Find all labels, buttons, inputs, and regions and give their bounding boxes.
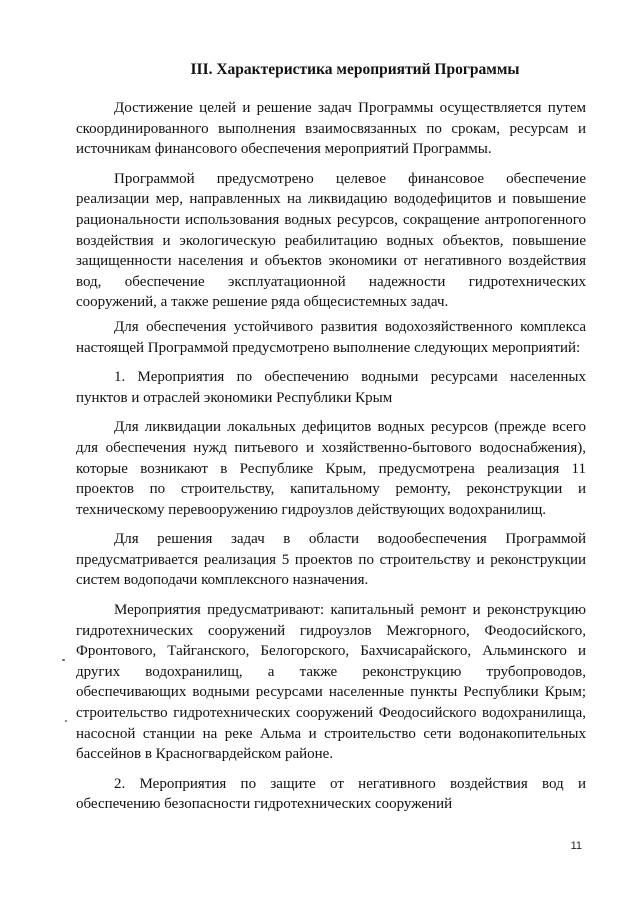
list-item-protection: 2. Мероприятия по защите от негативного воздействия вод и обеспечению безопасности гидротехнических сооружений: [76, 775, 586, 813]
paragraph-financing: Программой предусмотрено целевое финансовое обеспечение реализации мер, направленных на ликвидацию вододефицитов и повышение рациональности использования водных ресурсов, сокращение антропогенного воздействия и экологическую реабилитацию водных объектов, повышение защищенности населения и объектов экономики от негативного воздействия вод, обеспечение эксплуатационной надежности гидротехнических сооружений, а также решение ряда общесистемных задач.: [76, 170, 586, 311]
section-heading: III. Характеристика мероприятий Программы: [190, 61, 520, 78]
scan-speck: [62, 659, 65, 661]
scan-speck: [65, 720, 67, 722]
paragraph-development: Для обеспечения устойчивого развития водохозяйственного комплекса настоящей Программой предусмотрено выполнение следующих мероприятий:: [76, 318, 586, 356]
page-number: 11: [570, 840, 582, 852]
paragraph-goals: Достижение целей и решение задач Программы осуществляется путем скоординированного выполнения взаимосвязанных по срокам, ресурсам и источникам финансового обеспечения мероприятий Программы.: [76, 100, 586, 158]
list-item-water-supply: 1. Мероприятия по обеспечению водными ресурсами населенных пунктов и отраслей экономики Республики Крым: [76, 369, 586, 406]
paragraph-measures: Мероприятия предусматривают: капитальный ремонт и реконструкцию гидротехнических сооружений гидроузлов Межгорного, Феодосийского, Фронтового, Тайганского, Белогорского, Бахчисарайского, Альминского и других водохранилищ, а также реконструкцию трубопроводов, обеспечивающих водными ресурсами населенные пункты Республики Крым; строительство гидротехнических сооружений Феодосийского водохранилища, насосной станции на реке Альма и строительство сети водонакопительных бассейнов в Красногвардейском районе.: [76, 602, 586, 763]
paragraph-deficits: Для ликвидации локальных дефицитов водных ресурсов (прежде всего для обеспечения нужд питьевого и хозяйственно-бытового водоснабжения), которые возникают в Республике Крым, предусмотрена реализация 11 проектов по строительству, капитальному ремонту, реконструкции и техническому перевооружению гидроузлов действующих водохранилищ.: [76, 419, 586, 518]
document-body: [76, 98, 586, 824]
paragraph-water-supply-projects: Для решения задач в области водообеспечения Программой предусматривается реализация 5 проектов по строительству и реконструкции систем водоподачи комплексного назначения.: [76, 531, 586, 589]
